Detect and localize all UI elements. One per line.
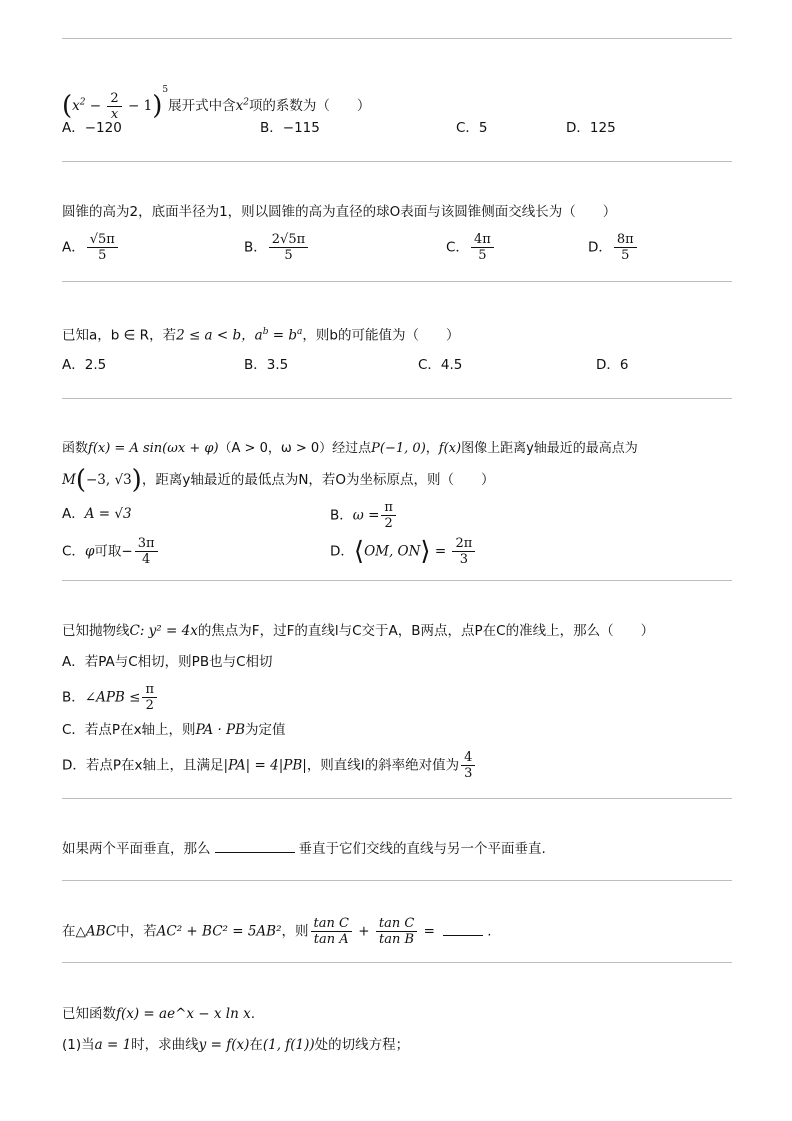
answer-blank[interactable] <box>443 923 483 936</box>
question-2-option-d: D． $\frac{8\pi}{5}$ <box>588 232 639 263</box>
question-1-option-d: D．125 <box>566 120 616 136</box>
divider <box>62 880 732 881</box>
divider <box>62 161 732 162</box>
divider <box>62 962 732 963</box>
question-3-option-c: C．4.5 <box>418 357 463 373</box>
answer-blank[interactable] <box>215 840 295 853</box>
question-3-option-b: B．3.5 <box>244 357 289 373</box>
question-3-option-a: A．2.5 <box>62 357 107 373</box>
question-8-part-1: (1)当a = 1时，求曲线y = f(x)在(1, f(1))处的切线方程； <box>62 1037 410 1053</box>
question-5-option-c: C．若点P在x轴上，则PA · PB为定值 <box>62 722 286 738</box>
question-2-option-b: B． $\frac{2√5\pi}{5}$ <box>244 232 310 263</box>
question-3-stem: 已知a，b ∈ R，若2 ≤ a < b，$a^b = b^a$，则b的可能值为（ ） <box>62 327 460 344</box>
question-5-option-a: A．若PA与C相切，则PB也与C相切 <box>62 654 273 670</box>
question-4-option-d: D．⟨OM, ON⟩ = $\frac{2\pi}{3}$ <box>330 536 477 567</box>
question-1-option-c: C．5 <box>456 120 488 136</box>
divider <box>62 398 732 399</box>
question-1-option-a: A．−120 <box>62 120 122 136</box>
question-4-stem-line2: M(−3, √3)，距离y轴最近的最低点为N，若O为坐标原点，则（ ） <box>62 465 495 495</box>
question-1-text: 展开式中含 <box>168 98 236 114</box>
question-4-option-b: B．ω = $\frac{\pi}{2}$ <box>330 500 398 531</box>
question-4-option-c: C．φ可取− $\frac{3\pi}{4}$ <box>62 536 160 567</box>
question-7-text: 在△ABC中，若AC² + BC² = 5AB²，则 $\frac{\text{tan C}}{\text{tan A}}$ + $\frac{\text{tan C}}{\text{tan B}}$ = . <box>62 916 492 947</box>
question-6-text: 如果两个平面垂直，那么 垂直于它们交线的直线与另一个平面垂直. <box>62 841 546 857</box>
question-1-stem: ($x^2$ − $\frac{2}{x}$ − 1)$^5$展开式中含$x^2$项的系数为（ ） <box>62 85 371 122</box>
question-5-stem: 已知抛物线C: y² = 4x的焦点为F，过F的直线l与C交于A，B两点，点P在C的准线上，那么（ ） <box>62 623 655 639</box>
divider <box>62 798 732 799</box>
question-2-stem: 圆锥的高为2，底面半径为1，则以圆锥的高为直径的球O表面与该圆锥侧面交线长为（ ） <box>62 204 617 220</box>
divider <box>62 281 732 282</box>
question-8-stem: 已知函数f(x) = ae^x − x ln x. <box>62 1006 256 1022</box>
question-1-option-b: B．−115 <box>260 120 320 136</box>
question-2-option-a: A． $\frac{√5\pi}{5}$ <box>62 232 120 263</box>
question-4-option-a: A．A = √3 <box>62 506 132 522</box>
question-4-stem-line1: 函数f(x) = A sin(ωx + φ)（A > 0，ω > 0）经过点P(−1, 0)，f(x)图像上距离y轴最近的最高点为 <box>62 441 638 456</box>
divider <box>62 38 732 39</box>
question-5-option-d: D．若点P在x轴上，且满足|PA| = 4|PB|，则直线l的斜率绝对值为 $\frac{4}{3}$ <box>62 750 477 781</box>
question-2-option-c: C． $\frac{4\pi}{5}$ <box>446 232 496 263</box>
question-5-option-b: B．∠APB ≤ $\frac{\pi}{2}$ <box>62 682 159 713</box>
divider <box>62 580 732 581</box>
question-3-option-d: D．6 <box>596 357 629 373</box>
